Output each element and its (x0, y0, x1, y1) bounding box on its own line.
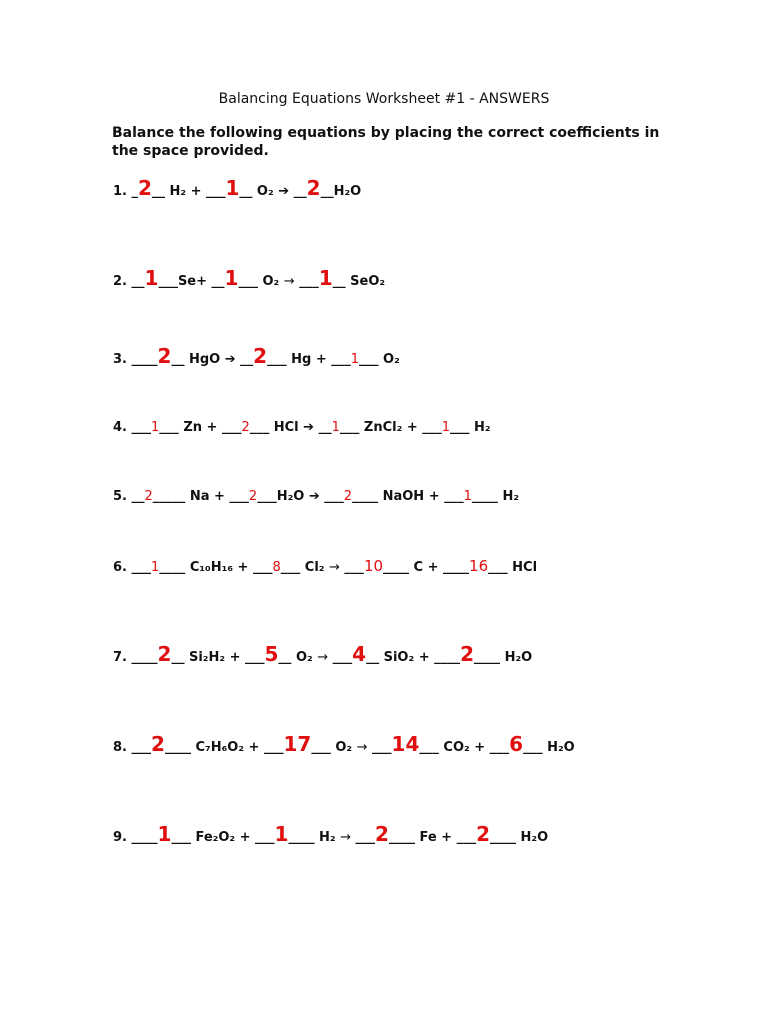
coefficient-answer: 1 (157, 822, 172, 846)
arrow-icon: → (329, 560, 340, 575)
arrow-icon: ➔ (308, 489, 320, 504)
equation-text: __ SiO₂ + ____ (366, 650, 461, 665)
equation-text: 5. __ (113, 489, 145, 504)
equation-text: ___ Zn + ___ (159, 420, 242, 435)
coefficient-answer: 6 (509, 732, 524, 756)
equation-1 (113, 178, 361, 202)
equation-text: 3. ____ (113, 352, 158, 367)
equation-text: 7. ____ (113, 650, 158, 665)
equation-text: __ (289, 184, 307, 199)
equation-text: 2. __ (113, 274, 145, 289)
equation-7 (113, 644, 532, 668)
coefficient-answer: 2 (253, 344, 268, 368)
equation-text: ____ C₇H₆O₂ + ___ (164, 740, 284, 755)
equation-text: ___ O₂ (359, 352, 400, 367)
equation-text: ___ HCl (488, 560, 538, 575)
coefficient-answer: 1 (224, 266, 239, 290)
arrow-icon: → (340, 830, 351, 845)
equation-text: __ SeO₂ (332, 274, 386, 289)
worksheet-title: Balancing Equations Worksheet #1 - ANSWERS (218, 91, 550, 107)
arrow-icon: → (317, 650, 329, 665)
coefficient-answer: 1 (274, 822, 289, 846)
coefficient-answer: 2 (144, 489, 153, 504)
equation-text: _____ Na + ___ (152, 489, 249, 504)
equation-text: __ Si₂H₂ + ___ (171, 650, 265, 665)
equation-9 (113, 824, 548, 848)
equation-text: ____ C + ____ (383, 560, 470, 575)
equation-text: ___ O₂ (311, 740, 357, 755)
equation-text: 6. ___ (113, 560, 152, 575)
coefficient-answer: 4 (352, 642, 367, 666)
arrow-icon: ➔ (303, 420, 315, 435)
equation-text: ____ H₂ (288, 830, 341, 845)
equation-text: ___ HCl (249, 420, 304, 435)
coefficient-answer: 1 (318, 266, 333, 290)
coefficient-answer: 1 (463, 489, 472, 504)
equation-6 (113, 556, 537, 578)
equation-text: 4. ___ (113, 420, 152, 435)
coefficient-answer: 2 (241, 420, 250, 435)
equation-text: __ (235, 352, 254, 367)
arrow-icon: ➔ (278, 184, 290, 199)
coefficient-answer: 10 (363, 557, 384, 575)
coefficient-answer: 2 (157, 344, 172, 368)
equation-text: __ O₂ (239, 184, 279, 199)
coefficient-answer: 14 (391, 732, 420, 756)
coefficient-answer: 2 (476, 822, 491, 846)
equation-text: ___ ZnCl₂ + ___ (339, 420, 442, 435)
coefficient-answer: 1 (151, 420, 160, 435)
equation-5 (113, 487, 519, 507)
equation-text: ____ H₂ (471, 489, 520, 504)
coefficient-answer: 1 (151, 560, 160, 575)
equation-text: ___ (367, 740, 392, 755)
coefficient-answer: 1 (225, 176, 240, 200)
coefficient-answer: 5 (264, 642, 279, 666)
equation-text: ___ CO₂ + ___ (419, 740, 510, 755)
equation-text: 1. _ (113, 184, 139, 199)
arrow-icon: → (356, 740, 368, 755)
instructions: Balance the following equations by placing the correct coefficients in the space provided. (112, 125, 660, 159)
equation-text: 8. ___ (113, 740, 152, 755)
coefficient-answer: 1 (441, 420, 451, 435)
equation-text: 9. ____ (113, 830, 158, 845)
coefficient-answer: 2 (248, 489, 258, 504)
equation-text: __H₂O (320, 184, 362, 199)
equation-text: ___ (319, 489, 344, 504)
coefficient-answer: 2 (460, 642, 475, 666)
equation-text: ____ H₂O (474, 650, 533, 665)
coefficient-answer: 1 (144, 266, 159, 290)
equation-text: __ H₂ + ___ (151, 184, 226, 199)
coefficient-answer: 17 (283, 732, 312, 756)
equation-text: ___ Cl₂ (280, 560, 329, 575)
equation-2 (113, 268, 385, 292)
arrow-icon: ➔ (224, 352, 236, 367)
equation-4 (113, 418, 491, 438)
coefficient-answer: 2 (306, 176, 321, 200)
coefficient-answer: 1 (331, 420, 340, 435)
equation-text: ___ (328, 650, 353, 665)
coefficient-answer: 2 (151, 732, 165, 756)
coefficient-answer: 2 (138, 176, 152, 200)
equation-text: ___ Hg + ___ (267, 352, 351, 367)
equation-text: ___ H₂O (523, 740, 575, 755)
equation-3 (113, 346, 400, 370)
equation-text: ____ NaOH + ___ (352, 489, 464, 504)
equation-text: ____ Fe + ___ (388, 830, 477, 845)
equation-8 (113, 734, 575, 758)
coefficient-answer: 2 (375, 822, 389, 846)
equation-text: ___ (351, 830, 376, 845)
equation-text: ___ Fe₂O₂ + ___ (171, 830, 275, 845)
equation-text: ___ H₂ (450, 420, 491, 435)
equation-text: ____ C₁₀H₁₆ + ___ (159, 560, 273, 575)
coefficient-answer: 8 (272, 560, 281, 575)
equation-text: ____ H₂O (490, 830, 549, 845)
equation-text: ___H₂O (257, 489, 309, 504)
coefficient-answer: 16 (469, 557, 489, 575)
equation-text: ___ (339, 560, 364, 575)
arrow-icon: → (283, 274, 295, 289)
equation-text: ___ O₂ (238, 274, 284, 289)
equation-text: __ (314, 420, 332, 435)
equation-text: __ HgO (171, 352, 225, 367)
equation-text: ___Se+ __ (158, 274, 225, 289)
equation-text: ___ (294, 274, 319, 289)
coefficient-answer: 2 (343, 489, 353, 504)
coefficient-answer: 1 (350, 352, 360, 367)
equation-text: __ O₂ (278, 650, 318, 665)
coefficient-answer: 2 (157, 642, 172, 666)
